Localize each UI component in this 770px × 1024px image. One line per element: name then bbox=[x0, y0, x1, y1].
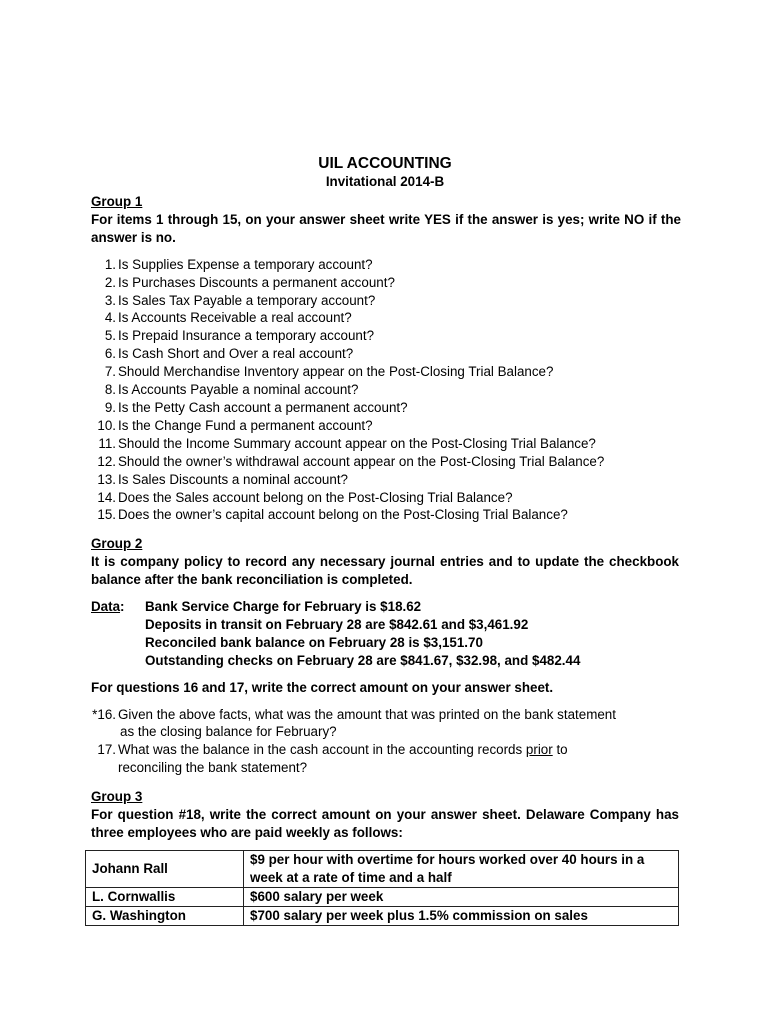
question-10 bbox=[91, 417, 679, 435]
question-text: Is Cash Short and Over a real account? bbox=[118, 346, 354, 362]
question-2 bbox=[91, 274, 679, 292]
question-14 bbox=[91, 489, 679, 507]
group2-instructions: It is company policy to record any necessary journal entries and to update the checkbook balance after the bank reconciliation is completed. bbox=[91, 554, 679, 588]
employee-pay: $9 per hour with overtime for hours worked over 40 hours in a week at a rate of time and a half bbox=[244, 850, 679, 887]
question-7 bbox=[91, 363, 679, 381]
question-3 bbox=[91, 292, 679, 310]
data-line: Outstanding checks on February 28 are $841.67, $32.98, and $482.44 bbox=[145, 652, 581, 668]
data-line: Deposits in transit on February 28 are $842.61 and $3,461.92 bbox=[145, 616, 529, 632]
question-number: 1. bbox=[104, 256, 116, 272]
question-text: Is the Change Fund a permanent account? bbox=[118, 417, 373, 433]
question-9 bbox=[91, 399, 679, 417]
employee-name: Johann Rall bbox=[86, 850, 244, 887]
question-text: Is Accounts Payable a nominal account? bbox=[118, 382, 359, 398]
document-title: UIL ACCOUNTING bbox=[318, 155, 452, 172]
data-block bbox=[91, 598, 679, 670]
question-13 bbox=[91, 471, 679, 489]
question-text: Is Sales Discounts a nominal account? bbox=[118, 471, 348, 487]
question-text: Should the owner’s withdrawal account appear on the Post-Closing Trial Balance? bbox=[118, 453, 605, 469]
question-text: Does the owner’s capital account belong on the Post-Closing Trial Balance? bbox=[118, 507, 568, 523]
employee-pay: $700 salary per week plus 1.5% commission on sales bbox=[244, 906, 679, 925]
question-text: Should Merchandise Inventory appear on the Post-Closing Trial Balance? bbox=[118, 364, 554, 380]
question-text: Is the Petty Cash account a permanent account? bbox=[118, 399, 408, 415]
question-number: 13. bbox=[97, 471, 116, 487]
question-number: *16. bbox=[92, 706, 116, 722]
employee-name: G. Washington bbox=[86, 906, 244, 925]
question-number: 14. bbox=[97, 489, 116, 505]
question-number: 7. bbox=[104, 364, 116, 380]
group3-heading: Group 3 bbox=[91, 789, 143, 805]
data-line: Reconciled bank balance on February 28 is $3,151.70 bbox=[145, 634, 483, 650]
question-number: 2. bbox=[104, 274, 116, 290]
question-number: 6. bbox=[104, 346, 116, 362]
question-number: 17. bbox=[97, 742, 116, 758]
question-16 bbox=[85, 706, 679, 742]
question-number: 11. bbox=[98, 435, 116, 451]
data-lines bbox=[145, 598, 679, 670]
question-text: Is Purchases Discounts a permanent account? bbox=[118, 274, 395, 290]
group3-instructions: For question #18, write the correct amount on your answer sheet. Delaware Company has three employees who are paid weekly as follows: bbox=[91, 807, 679, 840]
employee-name: L. Cornwallis bbox=[86, 887, 244, 906]
question-1 bbox=[91, 256, 679, 274]
employee-pay-table bbox=[85, 850, 679, 926]
question-text: Should the Income Summary account appear on the Post-Closing Trial Balance? bbox=[118, 435, 596, 451]
question-text: Is Sales Tax Payable a temporary account? bbox=[118, 292, 376, 308]
data-label: Data: bbox=[91, 599, 125, 615]
question-4 bbox=[91, 309, 679, 327]
group1-question-list bbox=[91, 256, 679, 525]
group1-instructions: For items 1 through 15, on your answer sheet write YES if the answer is yes; write NO if the answer is no. bbox=[91, 211, 681, 245]
question-text: Does the Sales account belong on the Post-Closing Trial Balance? bbox=[118, 489, 513, 505]
questions-16-17-instruction: For questions 16 and 17, write the correct amount on your answer sheet. bbox=[91, 679, 554, 695]
question-6 bbox=[91, 345, 679, 363]
document-content bbox=[91, 154, 679, 926]
table-row bbox=[86, 906, 679, 925]
question-text: Is Supplies Expense a temporary account? bbox=[118, 256, 373, 272]
question-number: 9. bbox=[104, 399, 116, 415]
question-number: 10. bbox=[97, 417, 116, 433]
table-row bbox=[86, 887, 679, 906]
question-11 bbox=[91, 435, 679, 453]
question-number: 15. bbox=[97, 507, 116, 523]
group1-heading: Group 1 bbox=[91, 194, 143, 209]
data-line: Bank Service Charge for February is $18.62 bbox=[145, 599, 422, 615]
question-number: 3. bbox=[104, 292, 116, 308]
question-15 bbox=[91, 506, 679, 524]
question-text: Is Accounts Receivable a real account? bbox=[118, 310, 352, 326]
question-text: What was the balance in the cash account in the accounting records prior to reconciling the bank statement? bbox=[118, 742, 568, 776]
question-number: 8. bbox=[104, 382, 116, 398]
question-number: 12. bbox=[97, 453, 116, 469]
employee-pay: $600 salary per week bbox=[244, 887, 679, 906]
question-number: 4. bbox=[104, 310, 116, 326]
table-row bbox=[86, 850, 679, 887]
question-17 bbox=[91, 741, 679, 777]
question-12 bbox=[91, 453, 679, 471]
group2-heading: Group 2 bbox=[91, 536, 143, 552]
question-text: Is Prepaid Insurance a temporary account? bbox=[118, 328, 375, 344]
question-text: Given the above facts, what was the amount that was printed on the bank statement as the closing balance for February? bbox=[118, 706, 616, 740]
question-number: 5. bbox=[104, 328, 116, 344]
document-subtitle: Invitational 2014-B bbox=[325, 174, 445, 189]
question-5 bbox=[91, 327, 679, 345]
question-8 bbox=[91, 381, 679, 399]
